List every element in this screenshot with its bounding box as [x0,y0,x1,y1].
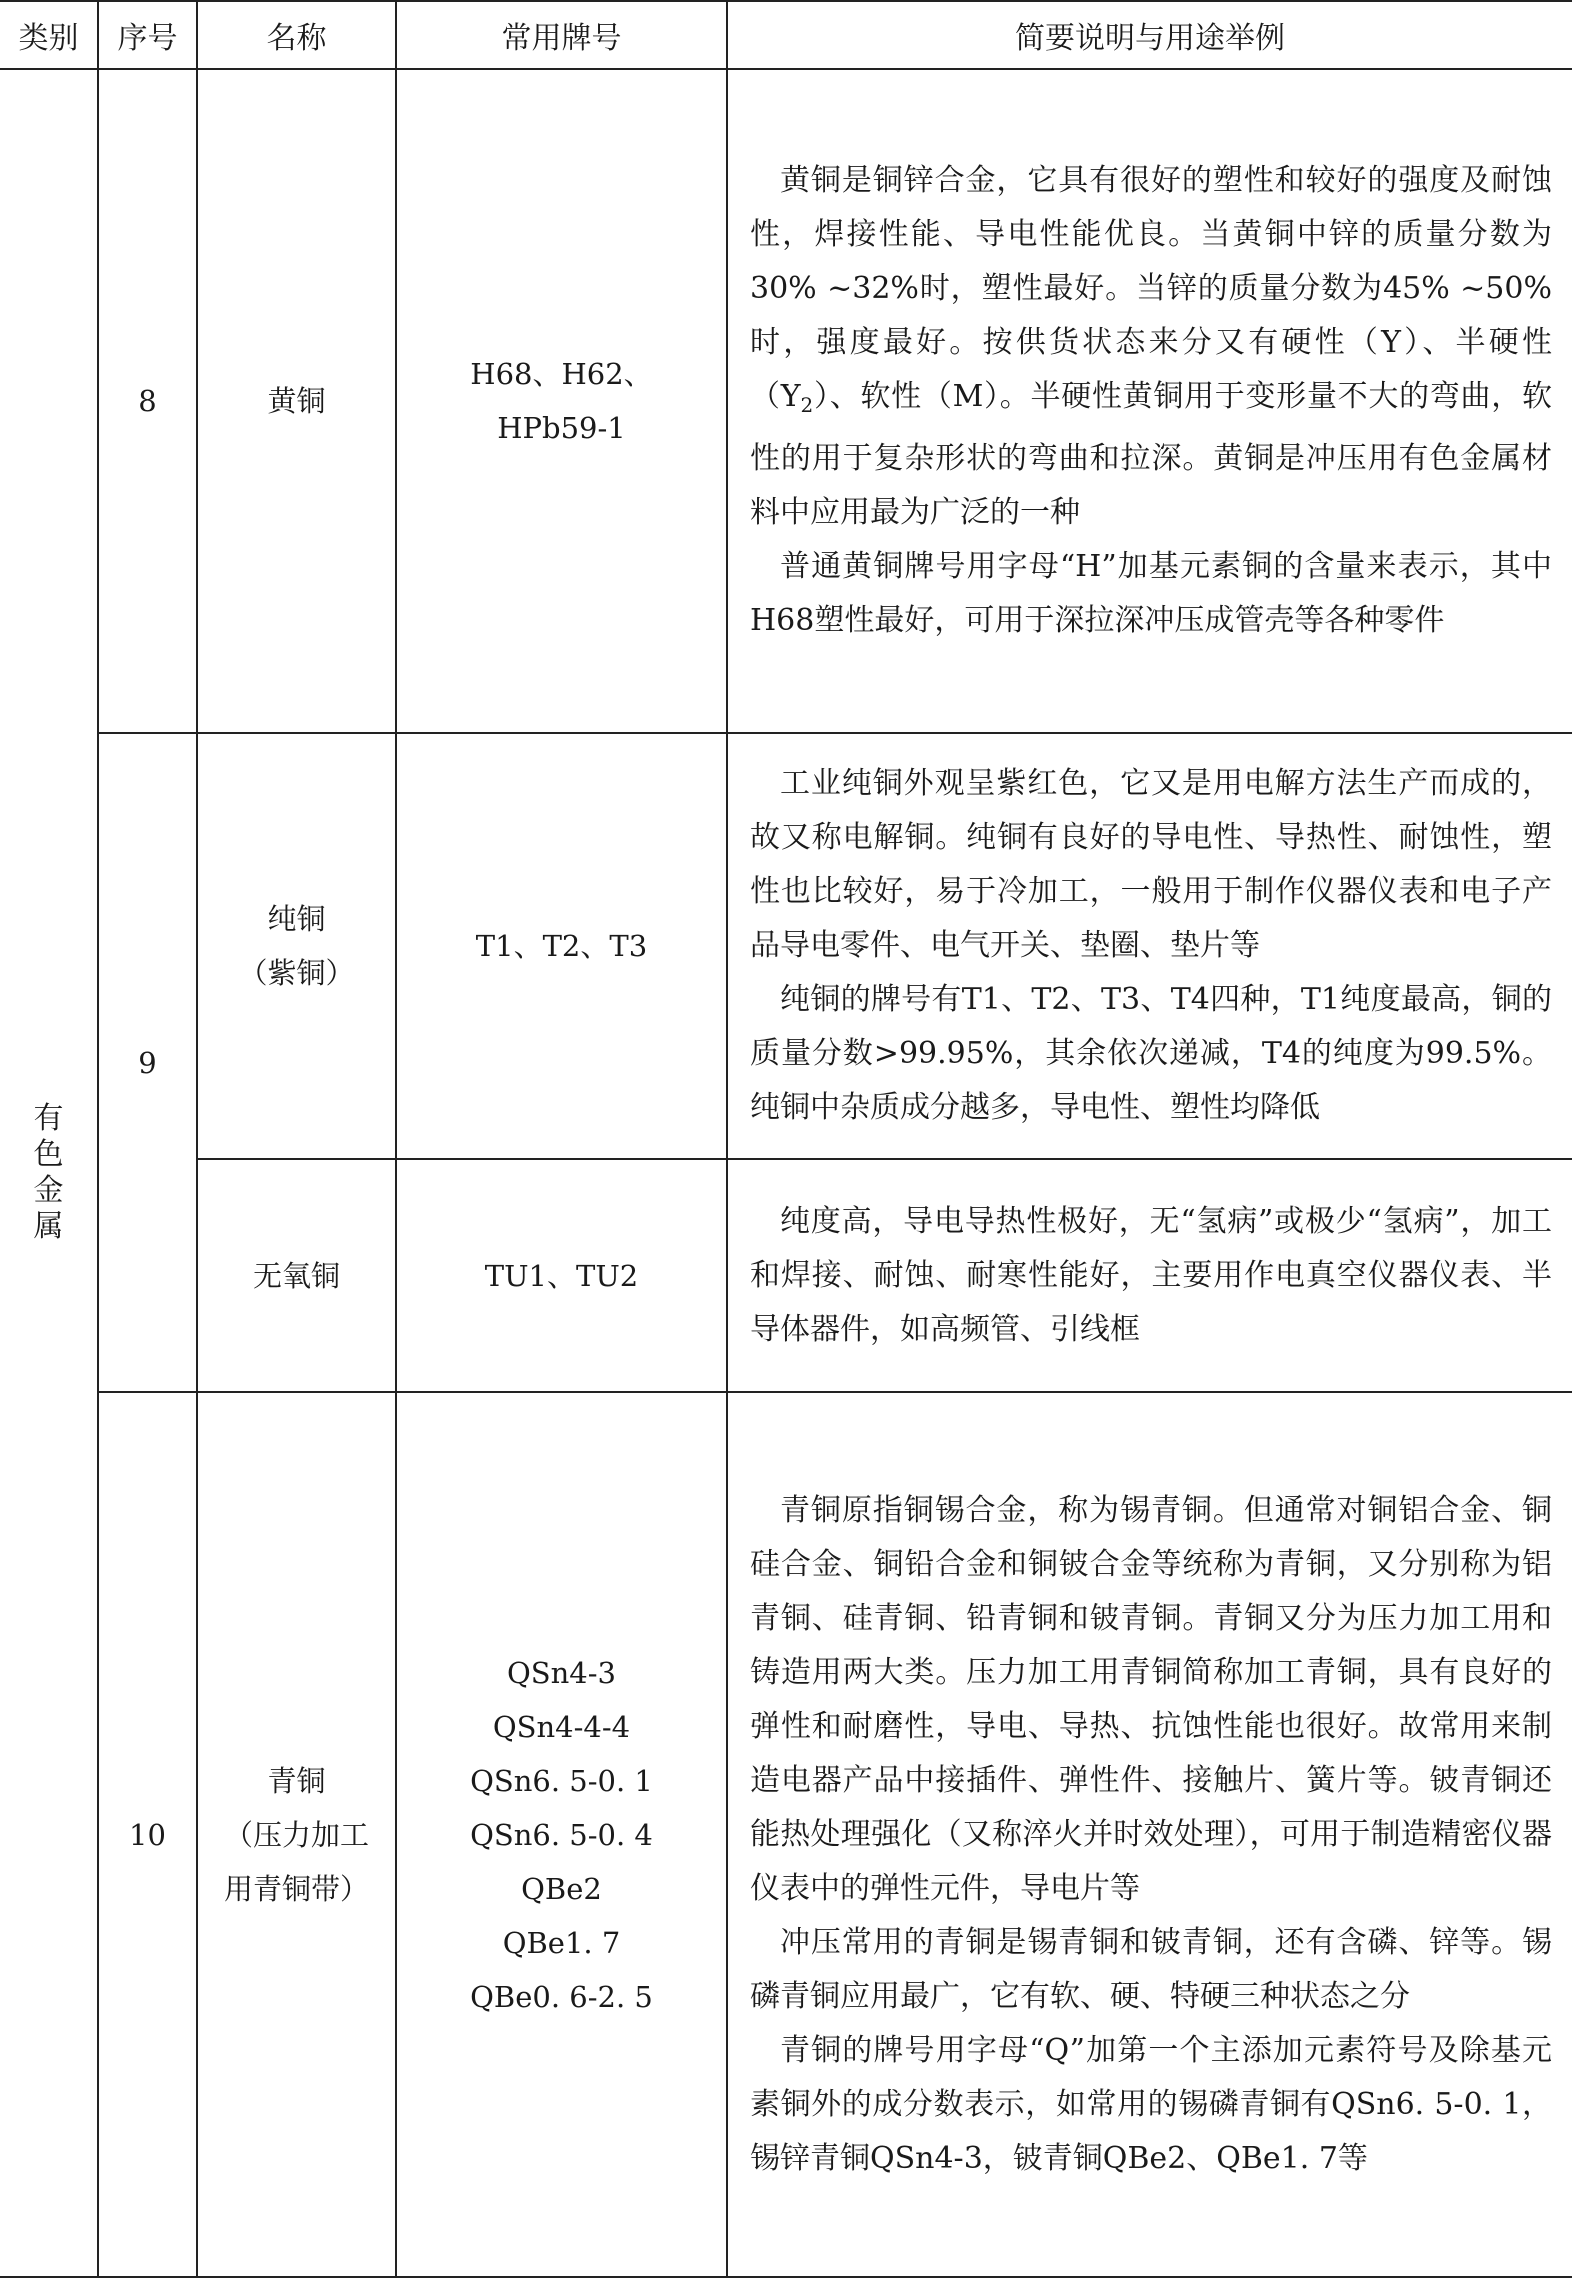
grade-list [396,1392,727,2277]
material-name: 青铜 （压力加工 用青铜带） [197,1392,396,2277]
header-name: 名称 [197,1,396,69]
header-grades: 常用牌号 [396,1,727,69]
grade-item: QSn4-3 [506,1655,617,1690]
header-number: 序号 [98,1,197,69]
category-char: 色 [33,1137,64,1172]
grade-list: TU1、TU2 [396,1159,727,1392]
grade-list [396,69,727,733]
grade-item: HPb59-1 [497,411,626,445]
header-row [0,1,1572,69]
description-cell [727,733,1572,1159]
header-description: 简要说明与用途举例 [727,1,1572,69]
description-paragraph: 工业纯铜外观呈紫红色，它又是用电解方法生产而成的，故又称电解铜。纯铜有良好的导电性、导热性、耐蚀性，塑性也比较好，易于冷加工，一般用于制作仪器仪表和电子产品导电零件、电气开关、垫圈、垫片等 [750,766,1552,963]
category-label [0,1101,97,1245]
category-char: 有 [33,1101,64,1136]
description-paragraph: 青铜的牌号用字母“Q”加第一个主添加元素符号及除基元素铜外的成分数表示，如常用的锡磷青铜有QSn6. 5-0. 1，锡锌青铜QSn4-3，铍青铜QBe2、QBe1. 7等 [750,2032,1552,2176]
description-paragraph: 普通黄铜牌号用字母“H”加基元素铜的含量来表示，其中H68塑性最好，可用于深拉深冲压成管壳等各种零件 [750,549,1552,638]
table-row [0,1392,1572,2277]
table-row [0,733,1572,1159]
header-category: 类别 [0,1,98,69]
material-name: 无氧铜 [197,1159,396,1392]
description-cell [727,69,1572,733]
description-paragraph: 黄铜是铜锌合金，它具有很好的塑性和较好的强度及耐蚀性，焊接性能、导电性能优良。当黄铜中锌的质量分数为30% ~32%时，塑性最好。当锌的质量分数为45% ~50%时，强度最好。按供货状态来分又有硬性（Y）、半硬性$(Y_2)$、软性（M）。半硬性黄铜用于变形量不大的弯曲，软性的用于复杂形状的弯曲和拉深。黄铜是冲压用有色金属材料中应用最为广泛的一种 [750,163,1552,530]
grade-list: T1、T2、T3 [396,733,727,1159]
grade-item: QSn4-4-4 [492,1709,631,1744]
material-name: 纯铜 （紫铜） [197,733,396,1159]
description-cell [727,1392,1572,2277]
category-char: 属 [33,1209,64,1244]
category-char: 金 [33,1173,64,1208]
category-cell [0,69,98,2277]
grade-item: QBe2 [521,1871,602,1906]
description-paragraph: 冲压常用的青铜是锡青铜和铍青铜，还有含磷、锌等。锡磷青铜应用最广，它有软、硬、特硬三种状态之分 [750,1924,1552,2014]
table-row [0,69,1572,733]
row-number: 9 [98,733,197,1392]
grade-item: QBe0. 6-2. 5 [470,1979,653,2014]
description-paragraph: 纯度高，导电导热性极好，无“氢病”或极少“氢病”，加工和焊接、耐蚀、耐寒性能好，主要用作电真空仪器仪表、半导体器件，如高频管、引线框 [750,1203,1552,1347]
description-paragraph: 青铜原指铜锡合金，称为锡青铜。但通常对铜铝合金、铜硅合金、铜铅合金和铜铍合金等统称为青铜，又分别称为铝青铜、硅青铜、铅青铜和铍青铜。青铜又分为压力加工用和铸造用两大类。压力加工用青铜简称加工青铜，具有良好的弹性和耐磨性，导电、导热、抗蚀性能也很好。故常用来制造电器产品中接插件、弹性件、接触片、簧片等。铍青铜还能热处理强化（又称淬火并时效处理），可用于制造精密仪器仪表中的弹性元件，导电片等 [750,1492,1552,1906]
description-cell [727,1159,1572,1392]
row-number: 8 [98,69,197,733]
row-number: 10 [98,1392,197,2277]
description-paragraph: 纯铜的牌号有T1、T2、T3、T4四种，T1纯度最高，铜的质量分数>99.95%，其余依次递减，T4的纯度为99.5%。纯铜中杂质成分越多，导电性、塑性均降低 [750,982,1552,1125]
material-name: 黄铜 [197,69,396,733]
grade-item: H68、H62、 [470,357,653,391]
grade-item: QSn6. 5-0. 4 [470,1817,653,1852]
grade-item: QBe1. 7 [502,1925,621,1960]
table-row [0,1159,1572,1392]
grade-item: QSn6. 5-0. 1 [470,1763,653,1798]
